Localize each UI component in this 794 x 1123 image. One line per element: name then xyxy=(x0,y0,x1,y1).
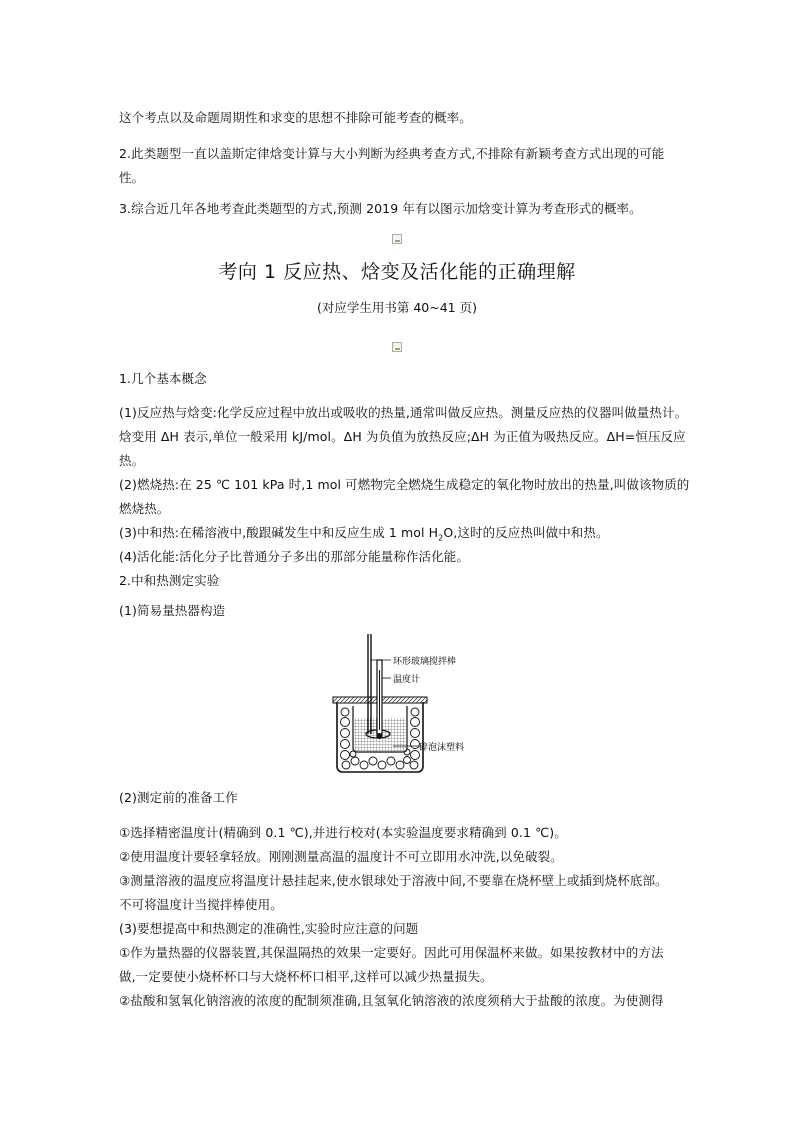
paragraph-line: (2)燃烧热:在 25 ℃ 101 kPa 时,1 mol 可燃物完全燃烧生成稳定的氧化物时放出的热量,叫做该物质的 xyxy=(119,477,690,492)
subscript: 2 xyxy=(438,533,444,543)
image-placeholder-icon xyxy=(392,234,402,244)
paragraph-line: 焓变用 ΔH 表示,单位一般采用 kJ/mol。ΔH 为负值为放热反应;ΔH 为正值为吸热反应。ΔH=恒压反应 xyxy=(119,429,686,444)
label-stirrer: 环形玻璃搅拌棒 xyxy=(393,657,457,667)
paragraph-line: 不可将温度计当搅拌棒使用。 xyxy=(119,897,283,912)
section-heading: 2.中和热测定实验 xyxy=(119,573,220,588)
paragraph-line: 热。 xyxy=(119,453,145,468)
section-title: 考向 1 反应热、焓变及活化能的正确理解 xyxy=(218,261,576,283)
paragraph-line: 2.此类题型一直以盖斯定律焓变计算与大小判断为经典考查方式,不排除有新颖考查方式出现的可能 xyxy=(119,146,665,161)
paragraph-line: ②盐酸和氢氧化钠溶液的浓度的配制须准确,且氢氧化钠溶液的浓度须稍大于盐酸的浓度。为使测得 xyxy=(119,993,664,1008)
text-run: (3)中和热:在稀溶液中,酸跟碱发生中和反应生成 1 mol H xyxy=(119,525,439,540)
paragraph-line xyxy=(119,525,679,541)
section-heading: 1.几个基本概念 xyxy=(119,371,207,386)
section-subtitle: (对应学生用书第 40~41 页) xyxy=(317,300,477,315)
paragraph-line: (1)简易量热器构造 xyxy=(119,603,226,618)
paragraph-line: 性。 xyxy=(119,170,145,185)
paragraph-line: (4)活化能:活化分子比普通分子多出的那部分能量称作活化能。 xyxy=(119,549,469,564)
paragraph-line: (1)反应热与焓变:化学反应过程中放出或吸收的热量,通常叫做反应热。测量反应热的仪器叫做量热计。 xyxy=(119,405,688,420)
paragraph-line: 这个考点以及命题周期性和求变的思想不排除可能考查的概率。 xyxy=(119,110,472,125)
paragraph-line: ①选择精密温度计(精确到 0.1 ℃),并进行校对(本实验温度要求精确到 0.1 ℃)。 xyxy=(119,825,567,840)
paragraph-line: 做,一定要使小烧杯杯口与大烧杯杯口相平,这样可以减少热量损失。 xyxy=(119,969,493,984)
text-run: O,这时的反应热叫做中和热。 xyxy=(443,525,609,540)
paragraph-line: (2)测定前的准备工作 xyxy=(119,790,238,805)
image-placeholder-icon xyxy=(392,342,402,352)
paragraph-line: 燃烧热。 xyxy=(119,501,170,516)
mercury-bulb xyxy=(377,733,383,739)
paragraph-line: (3)要想提高中和热测定的准确性,实验时应注意的问题 xyxy=(119,921,419,936)
label-foam: 碎泡沫塑料 xyxy=(419,743,465,753)
paragraph-line: ①作为量热器的仪器装置,其保温隔热的效果一定要好。因此可用保温杯来做。如果按教材中的方法 xyxy=(119,945,664,960)
paragraph-line: ③测量溶液的温度应将温度计悬挂起来,使水银球处于溶液中间,不要靠在烧杯壁上或插到烧杯底部。 xyxy=(119,873,668,888)
paragraph-line: 3.综合近几年各地考查此类题型的方式,预测 2019 年有以图示加焓变计算为考查形式的概率。 xyxy=(119,201,642,216)
paragraph-line: ②使用温度计要轻拿轻放。刚刚测量高温的温度计不可立即用水冲洗,以免破裂。 xyxy=(119,849,563,864)
calorimeter-diagram xyxy=(325,630,475,778)
label-thermometer: 温度计 xyxy=(393,675,421,685)
